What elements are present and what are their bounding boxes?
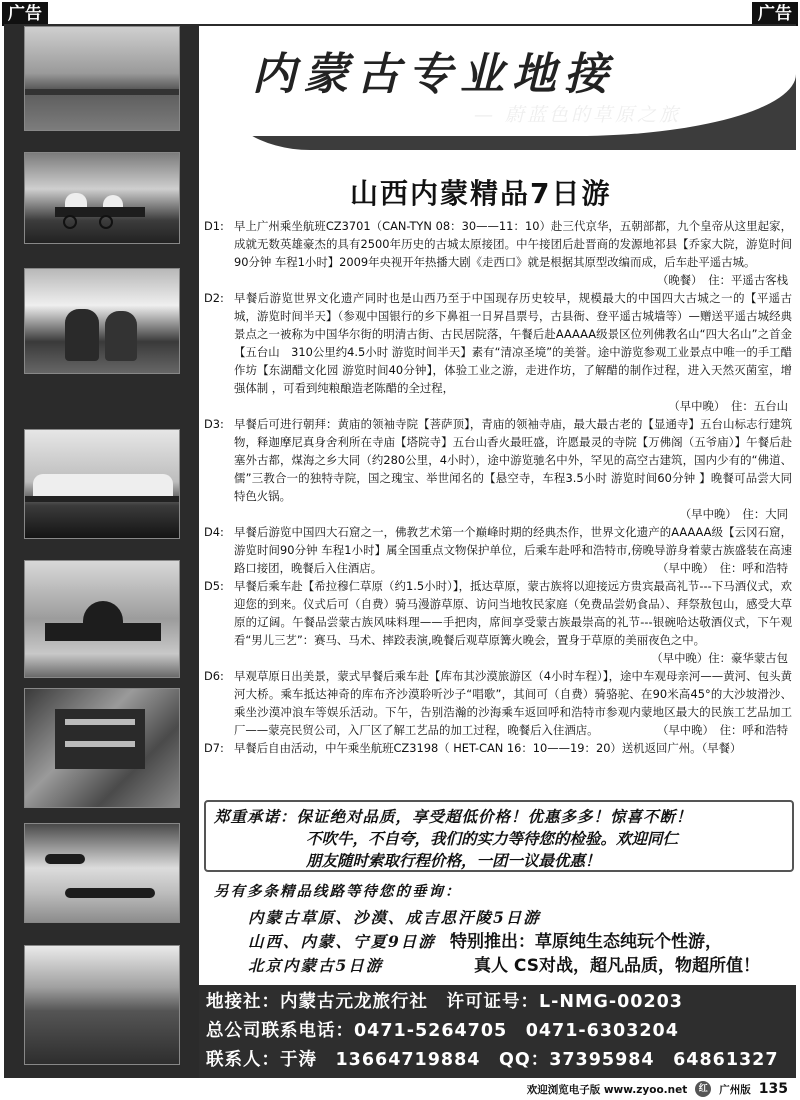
cart-photo — [24, 152, 180, 244]
promise-text — [214, 806, 789, 872]
day-label: D7: — [204, 741, 224, 755]
edition-label: 广州版 — [719, 1083, 751, 1096]
day-text-body: 早观草原日出美景，蒙式早餐后乘车赴【库布其沙漠旅游区（4小时车程）】，途中车观母亲河——黄河、包头黄河大桥。乘车抵达神奇的库布齐沙漠聆听沙子“唱歌”，其间可（自费）骑骆驼、在90米高45°的大沙坡滑沙、乘坐沙漠冲浪车等娱乐活动。下午，告别浩瀚的沙海乘车返回呼和浩特市参观内蒙地区最大的民族工艺品加工厂——蒙亮民贸公司，入厂区了解工艺品的加工过程，晚餐后入住酒店。 — [234, 669, 792, 737]
itinerary-day — [204, 415, 792, 505]
contact-info — [206, 988, 779, 1075]
itinerary-day — [204, 739, 792, 757]
day-text: 早餐后乘车赴【希拉穆仁草原（约1.5小时）】，抵达草原，蒙古族将以迎接远方贵宾最高礼节---下马酒仪式，欢迎您的到来。仪式后可（自费）骑马漫游草原、访问当地牧民家庭（免费品尝奶食品）、拜祭敖包山，感受大草原的辽阔。午餐品尝蒙古族风味料理——手把肉，席间享受蒙古族最崇高的礼节---银碗哈达敬酒仪式，下午观看“男儿三艺”：赛马、马术、摔跤表演,晚餐后观草原篝火晚会，置身于草原的美丽夜色之中。 — [234, 579, 792, 647]
day-label: D2: — [204, 291, 224, 305]
day-text — [234, 523, 792, 577]
day-meta-inline: （早中晚） 住：呼和浩特 — [657, 723, 788, 737]
wrestling-photo — [24, 268, 180, 374]
itinerary-day — [204, 217, 792, 271]
itinerary-day — [204, 667, 792, 739]
day-text: 早上广州乘坐航班CZ3701（CAN-TYN 08：30——11：10）赴三代京华，五朝部都，九个皇帝从这里起家，成就无数英雄豪杰的具有2500年历史的古城太原接团。中午接团后赴晋商的发源地祁县【乔家大院，游览时间 90分钟 车程1小时】2009年央视开年热播大剧《走西口》就是根据其原型改编而成，后车赴平遥古城。 — [234, 219, 792, 269]
contact-person-line: 联系人：于涛 13664719884 QQ：37395984 64861327 — [206, 1050, 779, 1070]
day-text-body: 早餐后游览中国四大石窟之一，佛教艺术第一个巅峰时期的经典杰作，世界文化遗产的AAAAA级【云冈石窟，游览时间90分钟 车程1小时】属全国重点文物保护单位，后乘车赴呼和浩特市,傍晚导游身着蒙古族盛装在高速路口接团，晚餐后入住酒店。 — [234, 525, 792, 575]
tour-title: 山西内蒙精品7日游 — [350, 177, 612, 210]
day-text: 早餐后自由活动，中午乘坐航班CZ3198（ HET-CAN 16：10——19：20）送机返回广州。（早餐） — [234, 741, 742, 755]
day-meta: （早中晚）住：豪华蒙古包 — [651, 651, 788, 665]
day-text: 早餐后游览世界文化遗产同时也是山西乃至于中国现存历史较早，规模最大的中国四大古城之一的【平遥古城，游览时间半天】（参观中国银行的乡下鼻祖一日昇昌票号，古县衙、登平遥古城墙等）—赠送平遥古城经典景点之一被称为中国华尔街的明清古街、古民居院落，午餐后赴AAAAA级景区位列佛教名山“四大名山”之首金【五台山 310公里约4.5小时 游览时间半天】素有“清凉圣境”的美誉。途中游览参观工业景点中唯一的手工醋作坊【东湖醋文化园 游览时间40分钟】，体验工业之游，走进作坊，了解醋的制作过程，进入天然灭菌室，增强体制 ，可看到纯粮酿造老陈醋的全过程， — [234, 291, 792, 395]
route-item: 内蒙古草原、沙漠、成吉思汗陵5日游 — [248, 908, 541, 927]
day-label: D3: — [204, 417, 224, 431]
publication-logo-icon: 红 — [695, 1081, 711, 1097]
route-item: 北京内蒙古5日游 — [248, 956, 384, 975]
yurt-camp-photo — [24, 429, 180, 539]
grassland-photo — [24, 26, 180, 131]
day-label: D4: — [204, 525, 224, 539]
day-label: D1: — [204, 219, 224, 233]
page-footer — [0, 1078, 800, 1100]
ad-tag-left: 广告 — [2, 2, 48, 26]
ad-tag-right: 广告 — [752, 2, 798, 26]
special-line: 特别推出：草原纯生态纯玩个性游， — [450, 932, 722, 952]
agency-line: 地接社：内蒙古元龙旅行社 许可证号：L-NMG-00203 — [206, 992, 683, 1012]
day-text — [234, 667, 792, 739]
day-meta: （早中晚） 住：五台山 — [668, 399, 788, 413]
desert-camels-photo — [24, 823, 180, 923]
steppe-landscape-photo — [24, 945, 180, 1065]
hanging-temple-photo — [24, 688, 180, 808]
itinerary — [204, 217, 792, 757]
route-item: 山西、内蒙、宁夏9日游 — [248, 932, 436, 951]
page-number: 135 — [758, 1081, 788, 1097]
day-meta: （晚餐） 住：平遥古客栈 — [657, 273, 788, 287]
itinerary-day — [204, 577, 792, 649]
phone-line: 总公司联系电话：0471-5264705 0471-6303204 — [206, 1021, 679, 1041]
footer-website: 欢迎浏览电子版 www.zyoo.net — [526, 1083, 688, 1096]
promise-line: 朋友随时索取行程价格，一团一议最优惠！ — [306, 851, 601, 870]
main-title: 内蒙古专业地接 — [252, 49, 616, 100]
itinerary-day — [204, 523, 792, 577]
promise-line: 不吹牛，不自夸，我们的实力等待您的检验。欢迎同仁 — [306, 829, 679, 848]
day-label: D6: — [204, 669, 224, 683]
day-meta-inline: （早中晚） 住：呼和浩特 — [657, 561, 788, 575]
special-line: 真人 CS对战，超凡品质，物超所值！ — [474, 956, 760, 976]
sub-title: — 蔚蓝色的草原之旅 — [474, 104, 682, 126]
mausoleum-photo — [24, 560, 180, 678]
promise-lead: 郑重承诺：保证绝对品质，享受超低价格！优惠多多！惊喜不断！ — [214, 807, 693, 826]
special-offer — [450, 930, 760, 978]
day-label: D5: — [204, 579, 224, 593]
day-meta: （早中晚） 住：大同 — [679, 507, 788, 521]
day-text: 早餐后可进行朝拜：黄庙的领袖寺院【菩萨顶】，青庙的领袖寺庙，最大最古老的【显通寺】五台山标志行建筑物，释迦摩尼真身舍利所在寺庙【塔院寺】五台山香火最旺盛，许愿最灵的寺院【万佛阁（五爷庙）】午餐后赴塞外古都，煤海之乡大同（约280公里，4小时），途中游览驰名中外，罕见的高空古建筑，国内少有的“佛道、儒”三教合一的独特寺院，国之瑰宝、举世闻名的【悬空寺，车程3.5小时 游览时间60分钟 】晚餐可品尝大同特色火锅。 — [234, 417, 792, 503]
more-routes-heading: 另有多条精品线路等待您的垂询： — [214, 883, 462, 900]
itinerary-day — [204, 289, 792, 397]
